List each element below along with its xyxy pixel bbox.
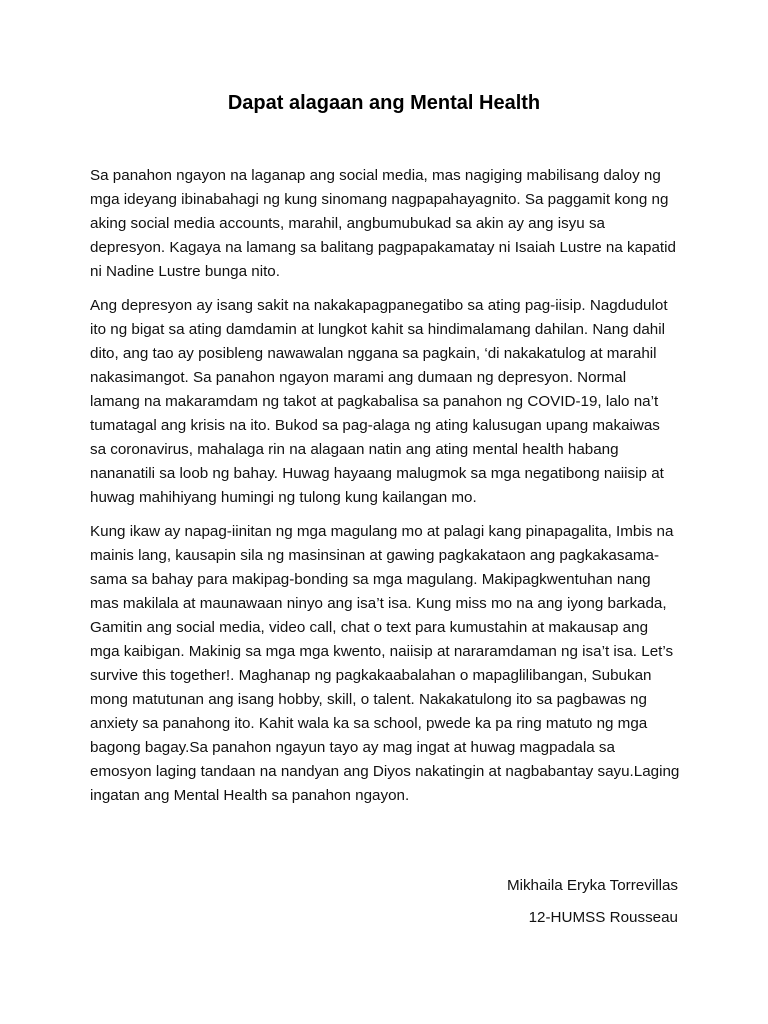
author-section: 12-HUMSS Rousseau	[528, 909, 678, 926]
signature-block	[507, 870, 678, 934]
paragraph-3: Kung ikaw ay napag-iinitan ng mga magulang mo at palagi kang pinapagalita, Imbis na mainis lang, kausapin sila ng masinsinan at gawing pagkakataon ang pagkakasama-sama sa bahay para makipag-bonding sa mga magulang. Makipagkwentuhan nang mas makilala at maunawaan ninyo ang isa’t isa. Kung miss mo na ang iyong barkada, Gamitin ang social media, video call, chat o text para kumustahin at makausap ang mga kaibigan. Makinig sa mga mga kwento, naiisip at nararamdaman ng isa’t isa. Let’s survive this together!. Maghanap ng pagkakaabalahan o mapaglilibangan, Subukan mong matutunan ang isang hobby, skill, o talent. Nakakatulong ito sa pagbawas ng anxiety sa panahong ito. Kahit wala ka sa school, pwede ka pa ring matuto ng mga bagong bagay.Sa panahon ngayun tayo ay mag ingat at huwag magpadala sa emosyon laging tandaan na nandyan ang Diyos nakatingin at nagbabantay sayu.Laging ingatan ang Mental Health sa panahon ngayon.	[90, 523, 680, 804]
paragraph-2: Ang depresyon ay isang sakit na nakakapagpanegatibo sa ating pag-iisip. Nagdudulot ito ng bigat sa ating damdamin at lungkot kahit sa hindimalamang dahilan. Nang dahil dito, ang tao ay posibleng nawawalan nggana sa pagkain, ‘di nakakatulog at marahil nakasimangot. Sa panahon ngayon marami ang dumaan ng depresyon. Normal lamang na makaramdam ng takot at pagkabalisa sa panahon ng COVID-19, lalo na’t tumatagal ang krisis na ito. Bukod sa pag-alaga ng ating kalusugan upang makaiwas sa coronavirus, mahalaga rin na alagaan natin ang ating mental health habang nananatili sa loob ng bahay. Huwag hayaang malugmok sa mga negatibong naiisip at huwag mahihiyang humingi ng tulong kung kailangan mo.	[90, 297, 668, 506]
document-body	[90, 164, 680, 818]
document-title: Dapat alagaan ang Mental Health	[227, 92, 541, 114]
paragraph-1: Sa panahon ngayon na laganap ang social media, mas nagiging mabilisang daloy ng mga ideyang ibinabahagi ng kung sinomang nagpapahayagnito. Sa paggamit kong ng aking social media accounts, marahil, angbumubukad sa akin ay ang isyu sa depresyon. Kagaya na lamang sa balitang pagpapakamatay ni Isaiah Lustre na kapatid ni Nadine Lustre bunga nito.	[90, 167, 676, 280]
author-name: Mikhaila Eryka Torrevillas	[506, 877, 678, 894]
